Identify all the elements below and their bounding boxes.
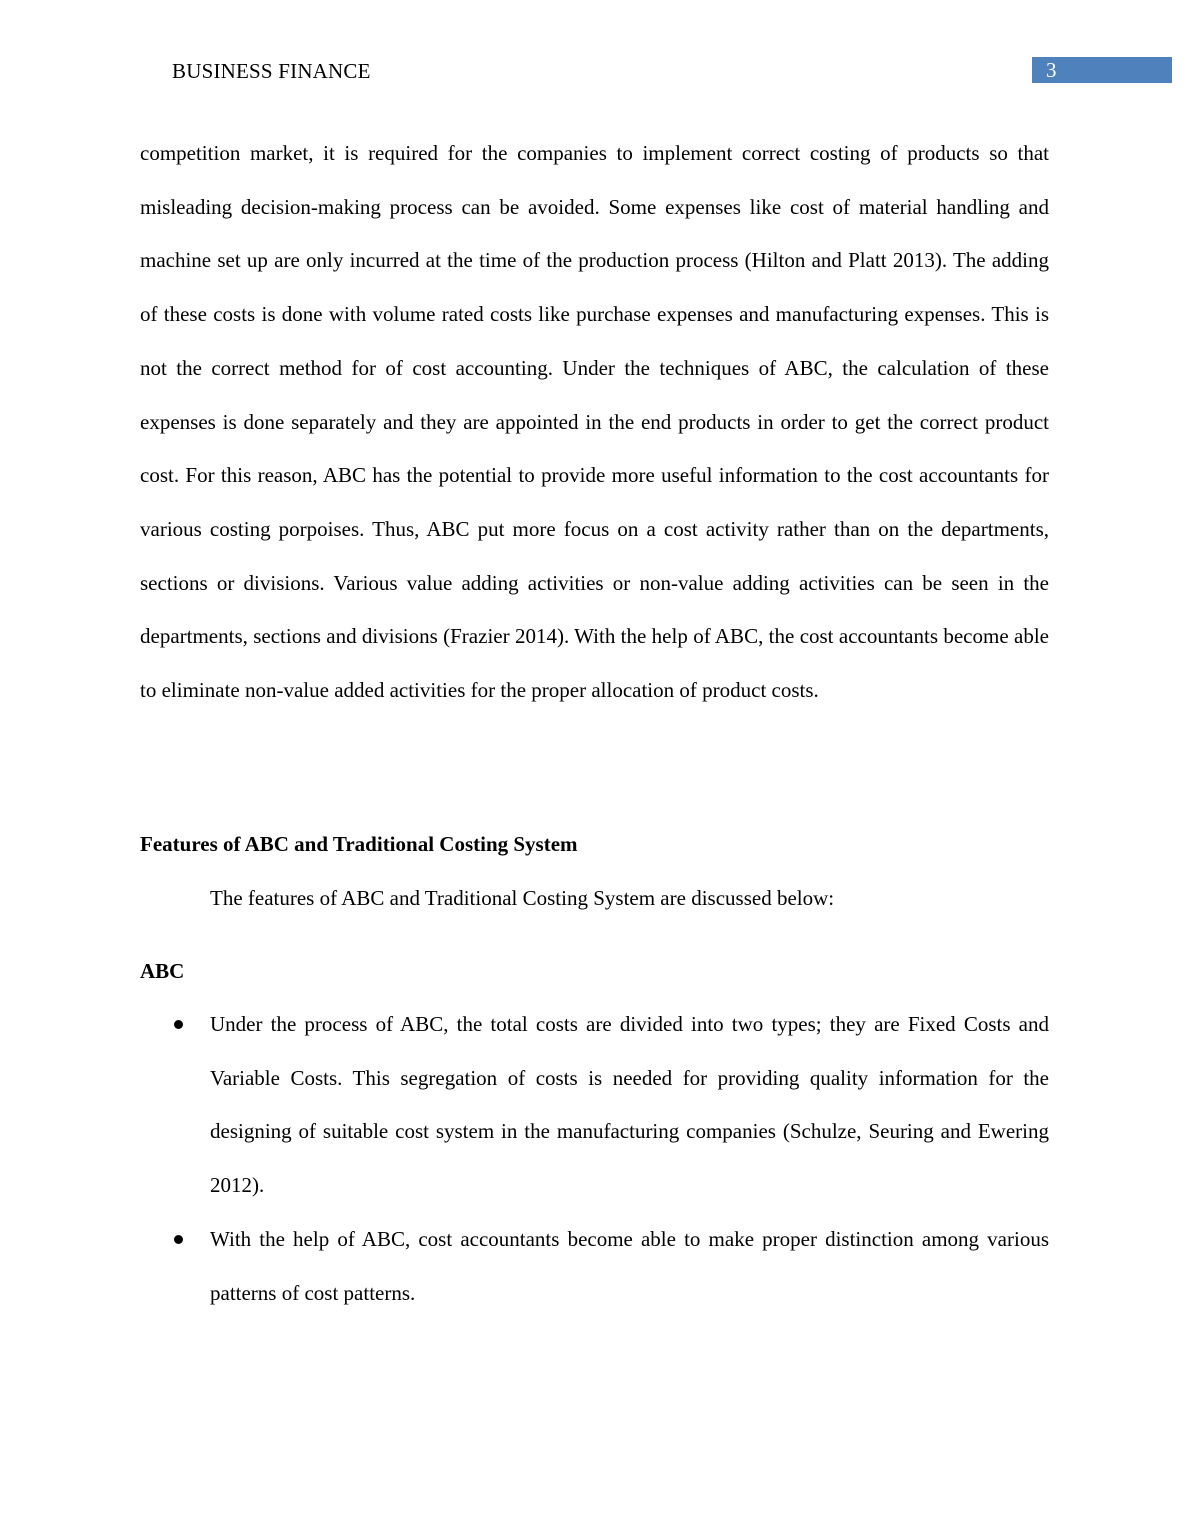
page-number-badge: 3 bbox=[1032, 57, 1172, 83]
bullet-text: With the help of ABC, cost accountants become able to make proper distinction among various patterns of cost patterns. bbox=[210, 1227, 1049, 1305]
section-intro: The features of ABC and Traditional Costing System are discussed below: bbox=[210, 886, 835, 910]
bullet-item bbox=[210, 998, 1049, 1213]
running-head-title: BUSINESS FINANCE bbox=[172, 59, 371, 83]
body-paragraph: competition market, it is required for the companies to implement correct costing of products so that misleading decision-making process can be avoided. Some expenses like cost of material handling and machine set up are only incurred at the time of the production process (Hilton and Platt 2013). The adding of these costs is done with volume rated costs like purchase expenses and manufacturing expenses. This is not the correct method for of cost accounting. Under the techniques of ABC, the calculation of these expenses is done separately and they are appointed in the end products in order to get the correct product cost. For this reason, ABC has the potential to provide more useful information to the cost accountants for various costing porpoises. Thus, ABC put more focus on a cost activity rather than on the departments, sections or divisions. Various value adding activities or non-value adding activities can be seen in the departments, sections and divisions (Frazier 2014). With the help of ABC, the cost accountants become able to eliminate non-value added activities for the proper allocation of product costs. bbox=[140, 141, 1049, 703]
section-heading: Features of ABC and Traditional Costing System bbox=[140, 832, 578, 856]
bullet-item bbox=[210, 1213, 1049, 1320]
bullet-dot-icon bbox=[174, 1235, 183, 1244]
bullet-text: Under the process of ABC, the total costs are divided into two types; they are Fixed Costs and Variable Costs. This segregation of costs is needed for providing quality information for the designing of suitable cost system in the manufacturing companies (Schulze, Seuring and Ewering 2012). bbox=[210, 1012, 1049, 1198]
subheading-abc: ABC bbox=[140, 959, 185, 983]
bullet-dot-icon bbox=[174, 1020, 183, 1029]
